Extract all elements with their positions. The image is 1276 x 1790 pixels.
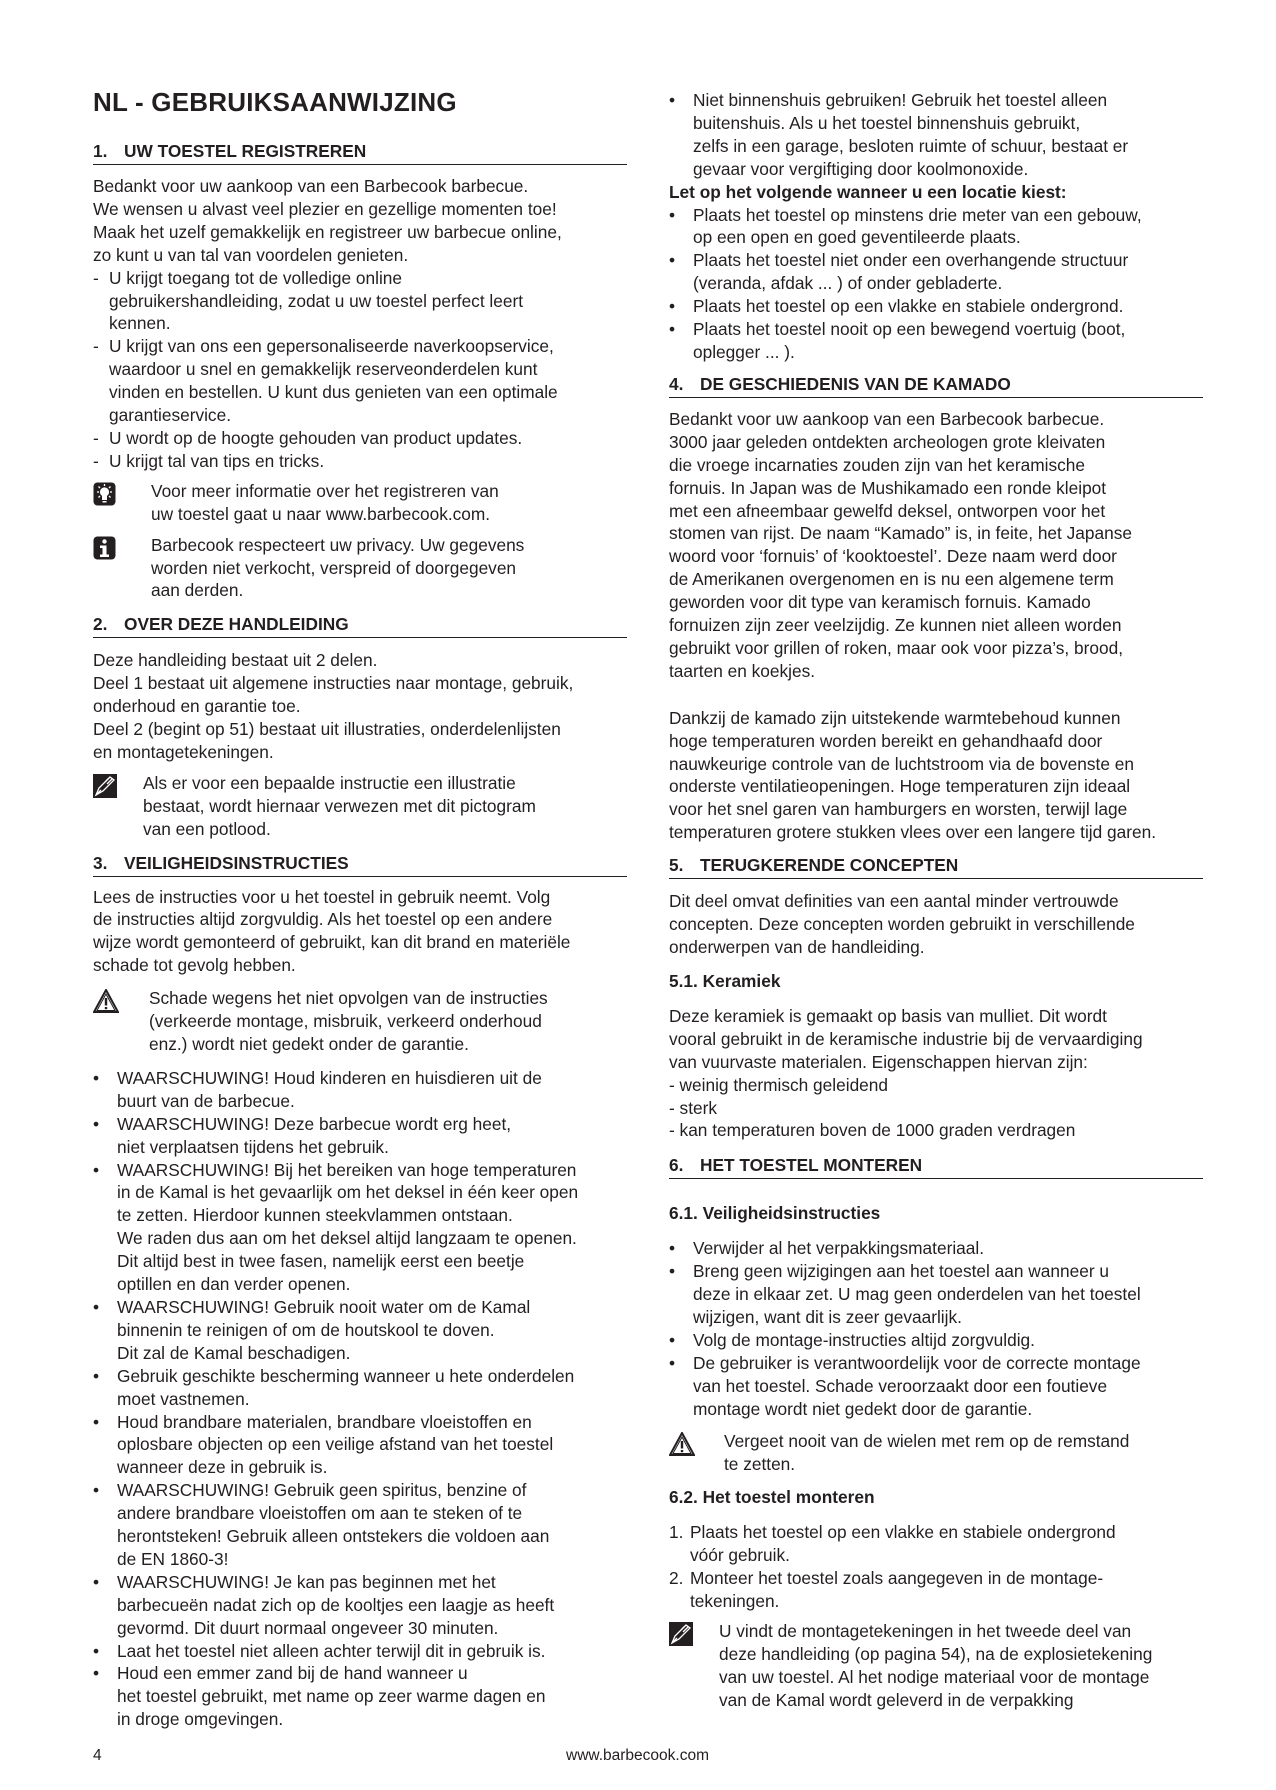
section-title: HET TOESTEL MONTEREN (700, 1155, 923, 1176)
subsection-heading-5-1: 5.1. Keramiek (669, 970, 781, 991)
info-note (93, 534, 633, 603)
list-item: • WAARSCHUWING! Gebruik geen spiritus, benzine of andere brandbare vloeistoffen om aan te steken of te herontsteken! Gebruik alleen ontstekers die voldoen aan de EN 1860-3! (93, 1479, 633, 1571)
assembly-steps (669, 1521, 1209, 1613)
list-item: • Plaats het toestel nooit op een bewegend voertuig (boot, oplegger ... ). (669, 318, 1209, 364)
list-item (669, 1567, 1209, 1613)
assembly-safety-bullets (669, 1237, 1209, 1420)
list-item: • WAARSCHUWING! Je kan pas beginnen met het barbecueën nadat zich op de kooltjes een laagje as heeft gevormd. Dit duurt normaal ongeveer 30 minuten. (93, 1571, 633, 1640)
section-heading-5 (669, 854, 1203, 879)
section-2-body: Deze handleiding bestaat uit 2 delen. Deel 1 bestaat uit algemene instructies naar montage, gebruik, onderhoud en garantie toe. Deel 2 (begint op 51) bestaat uit illustraties, onderdelenlijsten en montagetekeningen. (93, 650, 574, 762)
list-item: • Plaats het toestel niet onder een overhangende structuur (veranda, afdak ... ) of onder gebladerte. (669, 249, 1209, 295)
warning-note (669, 1430, 1209, 1476)
pencil-icon (669, 1622, 693, 1652)
list-item: • Houd brandbare materialen, brandbare vloeistoffen en oplosbare objecten op een veilige afstand van het toestel wanneer deze in gebruik is. (93, 1411, 633, 1480)
list-item: • Plaats het toestel op een vlakke en stabiele ondergrond. (669, 295, 1209, 318)
list-item: • Laat het toestel niet alleen achter terwijl dit in gebruik is. (93, 1640, 633, 1663)
section-heading-4 (669, 373, 1203, 398)
section-heading-1 (93, 140, 627, 165)
section-5-body: Dit deel omvat definities van een aantal minder vertrouwde concepten. Deze concepten worden gebruikt in verschillende onderwerpen van de handleiding. (669, 891, 1135, 957)
step-number: 1. (669, 1522, 684, 1543)
list-item: • Verwijder al het verpakkingsmateriaal. (669, 1237, 1209, 1260)
section-number: 3. (93, 852, 108, 873)
section-title: OVER DEZE HANDLEIDING (124, 614, 349, 635)
lightbulb-icon (93, 482, 116, 512)
footer-url[interactable]: www.barbecook.com (566, 1747, 710, 1764)
list-item: • Breng geen wijzigingen aan het toestel aan wanneer u deze in elkaar zet. U mag geen onderdelen van het toestel wijzigen, want dit is zeer gevaarlijk. (669, 1260, 1209, 1329)
section-1-body (93, 175, 633, 473)
step-text: Plaats het toestel op een vlakke en stabiele ondergrond vóór gebruik. (690, 1522, 1116, 1566)
pencil-note-text: U vindt de montagetekeningen in het tweede deel van deze handleiding (op pagina 54), na de explosietekening van uw toestel. Al het nodige materiaal voor de montage van de Kamal wordt geleverd in de verpakking (719, 1621, 1153, 1710)
info-icon (93, 536, 116, 566)
section-number: 1. (93, 141, 108, 161)
pencil-icon (93, 774, 117, 804)
pencil-note-text: Als er voor een bepaalde instructie een illustratie bestaat, wordt hiernaar verwezen met dit pictogram van een potlood. (143, 772, 536, 839)
list-item: • Volg de montage-instructies altijd zorgvuldig. (669, 1329, 1209, 1352)
tip-note-text: Voor meer informatie over het registreren van uw toestel gaat u naar www.barbecook.com. (151, 480, 499, 524)
safety-bullets (93, 1067, 633, 1731)
list-item: - U wordt op de hoogte gehouden van product updates. (93, 427, 633, 450)
history-paragraph-1: Bedankt voor uw aankoop van een Barbecook barbecue. 3000 jaar geleden ontdekten archeologen grote kleivaten die vroege incarnaties zouden zijn van het keramische fornuis. In Japan was de Mushikamado een ronde kleipot met een afneembaar gewelfd deksel, ontworpen voor het stomen van rijst. De naam “Kamado” is, in feite, het Japanse woord voor ‘fornuis’ of ‘kooktoestel’. Deze naam werd door de Amerikanen overgenomen en is nu een algemene term geworden voor dit type van keramisch fornuis. Kamado fornuizen zijn zeer veelzijdig. Ze kunnen niet alleen worden gebruikt voor grillen of roken, maar ook voor pizza’s, brood, taarten en koekjes. (669, 408, 1132, 681)
list-item: • WAARSCHUWING! Houd kinderen en huisdieren uit de buurt van de barbecue. (93, 1067, 633, 1113)
section-title: UW TOESTEL REGISTREREN (124, 141, 367, 161)
section-title: TERUGKERENDE CONCEPTEN (700, 855, 959, 876)
benefits-list (93, 267, 633, 473)
history-paragraph-2: Dankzij de kamado zijn uitstekende warmtebehoud kunnen hoge temperaturen worden bereikt en gehandhaafd door nauwkeurige controle van de luchtstroom via de bovenste en onderste ventilatieopeningen. Hoge temperaturen zijn ideaal voor het snel garen van hamburgers en worsten, terwijl lage temperaturen grotere stukken vlees over een langere tijd garen. (669, 707, 1157, 843)
list-item: • Niet binnenshuis gebruiken! Gebruik het toestel alleen buitenshuis. Als u het toestel binnenshuis gebruikt, zelfs in een garage, besloten ruimte of schuur, bestaat er gevaar voor vergiftiging door koolmonoxide. (669, 89, 1209, 181)
list-item: • WAARSCHUWING! Deze barbecue wordt erg heet, niet verplaatsen tijdens het gebruik. (93, 1113, 633, 1159)
section-heading-2 (93, 613, 627, 638)
section-number: 6. (669, 1155, 684, 1176)
page-title: NL - GEBRUIKSAANWIJZING (93, 87, 457, 117)
info-note-text: Barbecook respecteert uw privacy. Uw gegevens worden niet verkocht, verspreid of doorgegeven aan derden. (151, 534, 525, 601)
warning-note-text: Schade wegens het niet opvolgen van de instructies (verkeerde montage, misbruik, verkeerd onderhoud enz.) wordt niet gedekt onder de garantie. (149, 988, 548, 1054)
list-item: • WAARSCHUWING! Bij het bereiken van hoge temperaturen in de Kamal is het gevaarlijk om het deksel in één keer open te zetten. Hierdoor kunnen steekvlammen ontstaan. We raden dus aan om het deksel altijd langzaam te openen. Dit altijd best in twee fasen, namelijk eerst een beetje optillen en dan verder openen. (93, 1159, 633, 1296)
location-bullets (669, 204, 1209, 364)
subsection-heading-6-1: 6.1. Veiligheidsinstructies (669, 1203, 881, 1224)
list-item: • WAARSCHUWING! Gebruik nooit water om de Kamal binnenin te reinigen of om de houtskool te doven. Dit zal de Kamal beschadigen. (93, 1296, 633, 1365)
pencil-note (669, 1620, 1209, 1712)
section-number: 4. (669, 373, 684, 394)
section-title: VEILIGHEIDSINSTRUCTIES (124, 852, 349, 873)
subsection-heading-6-2: 6.2. Het toestel monteren (669, 1487, 875, 1508)
safety-bullets-continued (669, 89, 1209, 181)
page-number: 4 (93, 1747, 102, 1764)
ceramics-body: Deze keramiek is gemaakt op basis van mulliet. Dit wordt vooral gebruikt in de keramische industrie bij de vervaardiging van vuurvaste materialen. Eigenschappen hiervan zijn: - weinig thermisch geleidend - sterk - kan temperaturen boven de 1000 graden verdragen (669, 1005, 1143, 1141)
section-heading-6 (669, 1154, 1203, 1179)
right-column (669, 89, 1209, 1712)
section-title: DE GESCHIEDENIS VAN DE KAMADO (700, 373, 1011, 394)
list-item: • Gebruik geschikte bescherming wanneer u hete onderdelen moet vastnemen. (93, 1365, 633, 1411)
intro-paragraph: Bedankt voor uw aankoop van een Barbecook barbecue. We wensen u alvast veel plezier en gezellige momenten toe! Maak het uzelf gemakkelijk en registreer uw barbecue online, zo kunt u van tal van voordelen genieten. (93, 176, 562, 265)
warning-triangle-icon (669, 1432, 695, 1462)
section-3-body: Lees de instructies voor u het toestel in gebruik neemt. Volg de instructies altijd zorgvuldig. Als het toestel op een andere wijze wordt gemonteerd of gebruikt, kan dit brand en materiële schade tot gevolg hebben. (93, 886, 571, 976)
list-item (669, 1521, 1209, 1567)
section-heading-3 (93, 852, 627, 877)
list-item: • De gebruiker is verantwoordelijk voor de correcte montage van het toestel. Schade veroorzaakt door een foutieve montage wordt niet gedekt door de garantie. (669, 1352, 1209, 1421)
tip-note (93, 480, 633, 526)
step-text: Monteer het toestel zoals aangegeven in de montage- tekeningen. (690, 1568, 1104, 1612)
left-column (93, 86, 633, 1731)
warning-note-text: Vergeet nooit van de wielen met rem op de remstand te zetten. (724, 1430, 1130, 1474)
pencil-note (93, 772, 633, 841)
list-item: - U krijgt van ons een gepersonaliseerde naverkoopservice, waardoor u snel en gemakkelijk reserveonderdelen kunt vinden en bestellen. U kunt dus genieten van een optimale garantieservice. (93, 335, 633, 427)
list-item: • Houd een emmer zand bij de hand wanneer u het toestel gebruikt, met name op zeer warme dagen en in droge omgevingen. (93, 1662, 633, 1731)
list-item: • Plaats het toestel op minstens drie meter van een gebouw, op een open en goed geventileerde plaats. (669, 204, 1209, 250)
location-label: Let op het volgende wanneer u een locatie kiest: (669, 181, 1067, 202)
step-number: 2. (669, 1568, 684, 1589)
section-number: 5. (669, 855, 684, 876)
list-item: - U krijgt toegang tot de volledige online gebruikershandleiding, zodat u uw toestel perfect leert kennen. (93, 267, 633, 336)
section-number: 2. (93, 614, 108, 635)
list-item: - U krijgt tal van tips en tricks. (93, 450, 633, 473)
warning-note (93, 987, 633, 1056)
warning-triangle-icon (93, 989, 119, 1019)
